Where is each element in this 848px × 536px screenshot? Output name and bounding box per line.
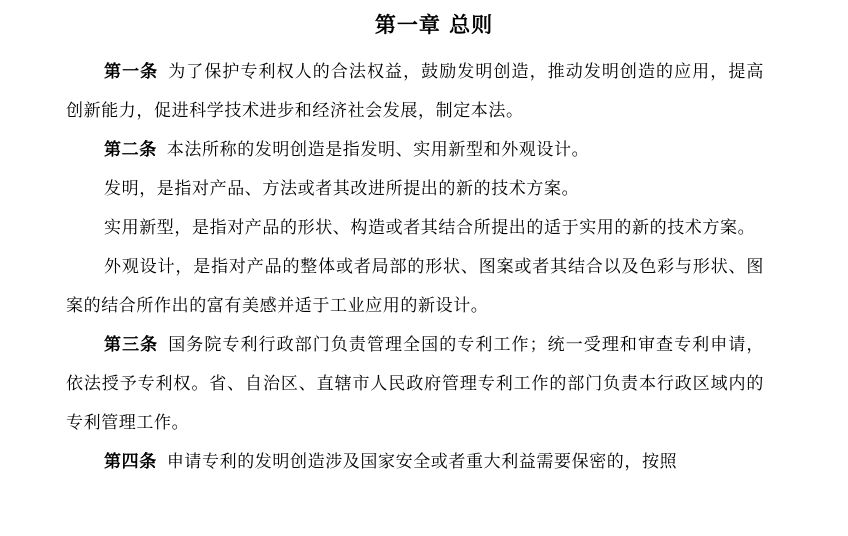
article-paragraph	[66, 53, 764, 131]
article-text: 国务院专利行政部门负责管理全国的专利工作；统一受理和审查专利申请，依法授予专利权。省、自治区、直辖市人民政府管理专利工作的部门负责本行政区域内的专利管理工作。	[66, 335, 764, 433]
article-text: 申请专利的发明创造涉及国家安全或者重大利益需要保密的，按照	[166, 452, 678, 472]
article-paragraph	[66, 131, 764, 170]
document-body	[66, 53, 764, 482]
definition-paragraph	[66, 209, 764, 248]
article-number: 第四条	[104, 452, 157, 472]
article-number: 第一条	[104, 62, 159, 82]
article-text: 本法所称的发明创造是指发明、实用新型和外观设计。	[166, 140, 590, 160]
article-number: 第二条	[104, 140, 157, 160]
paragraph-text: 发明，是指对产品、方法或者其改进所提出的新的技术方案。	[104, 179, 580, 199]
paragraph-text: 实用新型，是指对产品的形状、构造或者其结合所提出的适于实用的新的技术方案。	[104, 218, 756, 238]
paragraph-text: 外观设计，是指对产品的整体或者局部的形状、图案或者其结合以及色彩与形状、图案的结合所作出的富有美感并适于工业应用的新设计。	[66, 257, 764, 316]
definition-paragraph	[66, 248, 764, 326]
chapter-title: 第一章 总则	[374, 13, 494, 37]
article-text: 为了保护专利权人的合法权益，鼓励发明创造，推动发明创造的应用，提高创新能力，促进科学技术进步和经济社会发展，制定本法。	[66, 62, 764, 121]
article-paragraph	[66, 443, 764, 482]
article-paragraph	[66, 326, 764, 443]
definition-paragraph	[66, 170, 764, 209]
article-number: 第三条	[104, 335, 159, 355]
